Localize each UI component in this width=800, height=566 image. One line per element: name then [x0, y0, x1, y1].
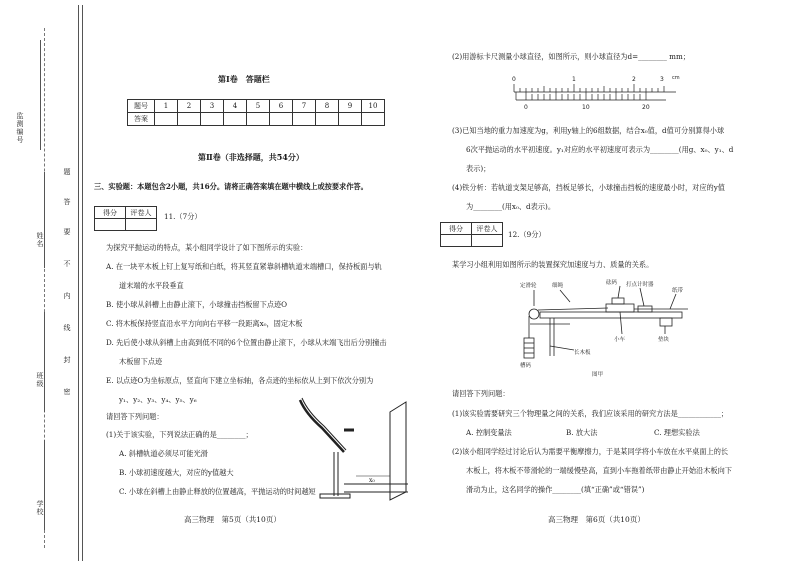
string: [538, 308, 608, 310]
part2-title: 第Ⅱ卷（非选择题，共54分）: [198, 152, 304, 162]
answer-cell[interactable]: [155, 113, 178, 126]
step-line: 道末端的水平段垂直: [119, 281, 184, 290]
answer-cell[interactable]: [178, 113, 201, 126]
vernier-tick-label: 20: [642, 104, 650, 111]
sub-question-2-line: 滑动为止，这名同学的操作________(填“正确”或“错误”): [466, 485, 645, 494]
page-footer-left: 高三物理 第5页（共10页）: [184, 515, 281, 524]
hook-weight-label: 槽码: [520, 363, 532, 369]
exam-no-label: 监测编号: [16, 112, 24, 144]
question-number-cell: 4: [224, 100, 247, 113]
question-number-cell: 3: [201, 100, 224, 113]
answer-cell[interactable]: [270, 113, 293, 126]
weight-label: 砝码: [606, 280, 618, 286]
sub-question-1: (1)关于该实验，下列说法正确的是________；: [106, 430, 253, 439]
figure-caption: 图甲: [592, 372, 604, 378]
name-label: 姓 名: [36, 232, 44, 248]
vernier-tick-label: 0: [524, 104, 528, 111]
answer-cell[interactable]: [224, 113, 247, 126]
table-header-cell: 题号: [128, 100, 155, 113]
question-number-cell: 8: [316, 100, 339, 113]
main-tick-label: 2: [632, 76, 636, 83]
answer-cell[interactable]: [316, 113, 339, 126]
option-b: B. 小球初速度越大，对应的y值越大: [119, 468, 234, 477]
step-line: B. 使小球从斜槽上由静止滚下，小球撞击挡板留下点迹O: [106, 300, 288, 309]
q4-line: (4)铁分析：若轨道支架足够高，挡板足够长，小球撞击挡板的速度最小时，对应的y值: [452, 183, 725, 192]
table-row: [128, 100, 385, 113]
table-row: [95, 219, 157, 231]
q12-intro: 某学习小组利用如图所示的装置探究加速度与力、质量的关系。: [452, 260, 654, 269]
question-number-cell: 6: [270, 100, 293, 113]
answer-cell[interactable]: [247, 113, 270, 126]
q3-line: 表示)；: [466, 164, 491, 173]
cart: [606, 304, 634, 312]
step-line: C. 将木板保持竖直沿水平方向向右平移一段距离x₀，固定木板: [106, 319, 303, 328]
class-line: [44, 312, 45, 412]
seal-line-inner: [82, 5, 83, 561]
grader-header: 评卷人: [472, 223, 503, 235]
string-label: 细绳: [552, 283, 564, 289]
vertical-board: [390, 402, 406, 500]
q11-intro: 为探究平抛运动的特点，某小组同学设计了如下图所示的实验：: [106, 243, 308, 252]
seal-char: 不: [63, 260, 71, 268]
q2-text: (2)用游标卡尺测量小球直径，如图所示，则小球直径为d=________ mm；: [452, 52, 690, 61]
main-tick-label: 1: [572, 76, 576, 83]
exam-no-line: [40, 40, 41, 150]
score-cell[interactable]: [441, 235, 472, 247]
question-number-cell: 2: [178, 100, 201, 113]
block-label: 垫块: [658, 337, 670, 343]
pulley: [529, 309, 539, 319]
sub-question-2-line: 木板上，将木板不带滑轮的一端缓慢垫高，直到小车拖着纸带由静止开始沿木板向下: [466, 466, 732, 475]
unit-label: cm: [672, 75, 680, 81]
weights: [612, 298, 624, 304]
page-footer-right: 高三物理 第6页（共10页）: [548, 515, 645, 524]
score-header: 得分: [441, 223, 472, 235]
seal-char: 内: [63, 292, 71, 300]
vernier-tick-label: 10: [582, 104, 590, 111]
main-tick-label: 0: [512, 76, 516, 83]
score-table-11: [94, 206, 157, 231]
table-row: [128, 113, 385, 126]
step-line: E. 以点迹O为坐标原点，竖直向下建立坐标轴，各点迹的坐标依从上到下依次分别为: [106, 376, 374, 385]
class-label: 班 级: [36, 372, 44, 388]
board-label: 长木板: [574, 350, 591, 356]
seal-char: 封: [63, 356, 71, 364]
seal-char: 答: [63, 198, 71, 206]
question-number-cell: 9: [339, 100, 362, 113]
q12-label: 12.（9分）: [508, 230, 546, 239]
seal-char: 要: [63, 228, 71, 236]
school-line: [44, 440, 45, 530]
q3-line: (3)已知当地的重力加速度为g，利用y轴上的6组数据，结合x₀值，d值可分别算得小球: [452, 126, 725, 135]
stand-base: [320, 494, 350, 498]
x0-label: x₀: [369, 477, 375, 484]
score-table-12: [440, 222, 503, 247]
seal-char: 线: [63, 324, 71, 332]
chute-ramp: [300, 400, 344, 452]
option-a: A. 斜槽轨道必须尽可能光滑: [119, 449, 208, 458]
timer-label: 打点计时器: [626, 282, 654, 288]
main-tick-label: 3: [660, 76, 664, 83]
seal-char: 密: [63, 388, 71, 396]
name-line: [44, 172, 45, 268]
step-line: D. 先后使小球从斜槽上由高到低不同的6个位置由静止滚下，小球从末端飞出后分别撞击: [106, 338, 387, 347]
school-label: 学 校: [36, 500, 44, 516]
option-b: B. 放大法: [566, 428, 598, 437]
answer-area-title: 第Ⅰ卷 答题栏: [218, 74, 270, 84]
sub-question-1: (1)该实验需要研究三个物理量之间的关系，我们应该采用的研究方法是____________；: [452, 409, 729, 418]
projectile-apparatus-figure: [294, 392, 424, 502]
step-line: 木板留下点迹: [119, 357, 163, 366]
seal-line: [78, 5, 79, 561]
question-number-cell: 7: [293, 100, 316, 113]
step-line: y₁、y₂、y₃、y₄、y₅、y₆: [119, 395, 197, 404]
q4-line: 为________(用x₀、d表示)。: [466, 202, 556, 211]
seal-char: 题: [63, 168, 71, 176]
table-row: [95, 207, 157, 219]
pulley-label: 定滑轮: [520, 283, 537, 289]
table-row: [441, 235, 503, 247]
table-row: [441, 223, 503, 235]
block: [660, 318, 672, 326]
score-cell[interactable]: [95, 219, 126, 231]
option-c: C. 小球在斜槽上由静止释放的位置越高，平抛运动的时间越短: [119, 487, 316, 496]
tape-label: 纸带: [672, 288, 684, 294]
answer-cell[interactable]: [339, 113, 362, 126]
q11-label: 11.（7分）: [164, 212, 202, 221]
answer-cell[interactable]: [201, 113, 224, 126]
answer-prompt: 请回答下列问题：: [452, 389, 510, 398]
step-line: A. 在一块平木板上钉上复写纸和白纸，将其竖直紧靠斜槽轨道末端槽口，保持板面与轨: [106, 262, 382, 271]
grader-cell[interactable]: [472, 235, 503, 247]
question-number-cell: 10: [362, 100, 385, 113]
score-header: 得分: [95, 207, 126, 219]
section-heading: 三、实验题：本题包含2小题，共16分。请将正确答案填在题中横线上或按要求作答。: [94, 182, 368, 191]
long-board: [540, 312, 682, 318]
cart-label: 小车: [614, 337, 626, 343]
main-scale-ticks: [514, 84, 664, 92]
grader-cell[interactable]: [126, 219, 157, 231]
question-number-cell: 5: [247, 100, 270, 113]
option-a: A. 控制变量法: [466, 428, 512, 437]
q3-line: 6次平抛运动的水平初速度。y₁对应的水平初速度可表示为________(用g、x₀、y₁、d: [466, 145, 734, 154]
answer-cell[interactable]: [293, 113, 316, 126]
grader-header: 评卷人: [126, 207, 157, 219]
question-number-cell: 1: [155, 100, 178, 113]
option-c: C. 理想实验法: [654, 428, 700, 437]
table-header-cell: 答案: [128, 113, 155, 126]
vernier-scale-ticks: [526, 92, 646, 100]
cart-apparatus-figure: [510, 276, 700, 378]
answer-table: [127, 99, 385, 126]
vernier-caliper-figure: [506, 70, 696, 114]
answer-cell[interactable]: [362, 113, 385, 126]
answer-prompt: 请回答下列问题：: [106, 412, 164, 421]
sub-question-2-line: (2)该小组同学经过讨论后认为需要平衡摩擦力，于是某同学将小车放在水平桌面上的长: [452, 447, 729, 456]
